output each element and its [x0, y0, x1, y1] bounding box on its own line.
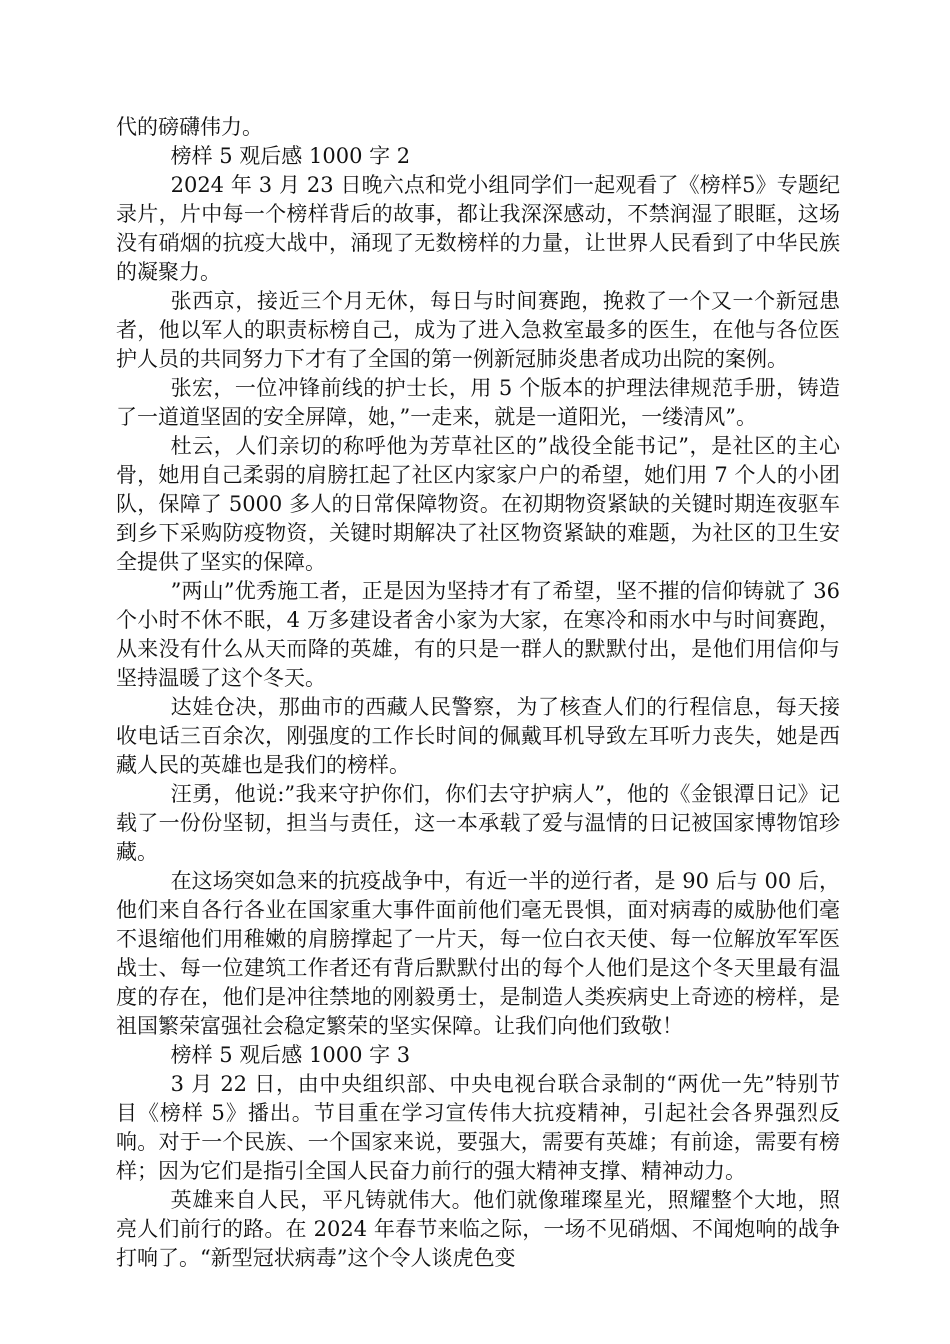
document-body	[116, 113, 840, 1273]
paragraph: 张西京，接近三个月无休，每日与时间赛跑，挽救了一个又一个新冠患者，他以军人的职责标榜自己，成为了进入急救室最多的医生，在他与各位医护人员的共同努力下才有了全国的第一例新冠肺炎患者成功出院的案例。	[116, 289, 840, 371]
paragraph: 杜云，人们亲切的称呼他为芳草社区的”战役全能书记”，是社区的主心骨，她用自己柔弱的肩膀扛起了社区内家家户户的希望，她们用 7 个人的小团队，保障了 5000 多人的日常保障物资。在初期物资紧缺的关键时期连夜驱车到乡下采购防疫物资，关键时期解决了社区物资紧缺的难题，为社区的卫生安全提供了坚实的保障。	[116, 434, 840, 574]
paragraph: 2024 年 3 月 23 日晚六点和党小组同学们一起观看了《榜样5》专题纪录片，片中每一个榜样背后的故事，都让我深深感动，不禁润湿了眼眶，这场没有硝烟的抗疫大战中，涌现了无数榜样的力量，让世界人民看到了中华民族的凝聚力。	[116, 173, 840, 284]
paragraph: 达娃仓决，那曲市的西藏人民警察，为了核查人们的行程信息，每天接收电话三百余次，刚强度的工作长时间的佩戴耳机导致左耳听力丧失，她是西藏人民的英雄也是我们的榜样。	[116, 695, 840, 777]
paragraph: 张宏，一位冲锋前线的护士长，用 5 个版本的护理法律规范手册，铸造了一道道坚固的安全屏障，她，”一走来，就是一道阳光，一缕清风”。	[116, 376, 840, 429]
paragraph-continuation: 代的磅礴伟力。	[116, 115, 263, 139]
paragraph: 汪勇，他说:”我来守护你们，你们去守护病人”，他的《金银潭日记》记载了一份份坚韧，担当与责任，这一本承载了爱与温情的日记被国家博物馆珍藏。	[116, 782, 840, 864]
paragraph: 在这场突如急来的抗疫战争中，有近一半的逆行者，是 90 后与 00 后，他们来自各行各业在国家重大事件面前他们毫无畏惧，面对病毒的威胁他们毫不退缩他们用稚嫩的肩膀撑起了一片天，每一位白衣天使、每一位解放军军医战士、每一位建筑工作者还有背后默默付出的每个人他们是这个冬天里最有温度的存在，他们是冲往禁地的刚毅勇士，是制造人类疾病史上奇迹的榜样，是祖国繁荣富强社会稳定繁荣的坚实保障。让我们向他们致敬！	[116, 869, 840, 1038]
section-heading: 榜样 5 观后感 1000 字 3	[170, 1043, 411, 1067]
paragraph: 3 月 22 日，由中央组织部、中央电视台联合录制的“两优一先”特别节目《榜样 5》播出。节目重在学习宣传伟大抗疫精神，引起社会各界强烈反响。对于一个民族、一个国家来说，要强大，需要有英雄；有前途，需要有榜样；因为它们是指引全国人民奋力前行的强大精神支撑、精神动力。	[116, 1072, 840, 1183]
paragraph: ”两山”优秀施工者，正是因为坚持才有了希望，坚不摧的信仰铸就了 36 个小时不休不眠，4 万多建设者舍小家为大家，在寒冷和雨水中与时间赛跑，从来没有什么从天而降的英雄，有的只是一群人的默默付出，是他们用信仰与坚持温暖了这个冬天。	[116, 579, 840, 690]
paragraph: 英雄来自人民，平凡铸就伟大。他们就像璀璨星光，照耀整个大地，照亮人们前行的路。在 2024 年春节来临之际，一场不见硝烟、不闻炮响的战争打响了。“新型冠状病毒”这个令人谈虎色变	[116, 1188, 840, 1270]
section-heading: 榜样 5 观后感 1000 字 2	[170, 144, 411, 168]
